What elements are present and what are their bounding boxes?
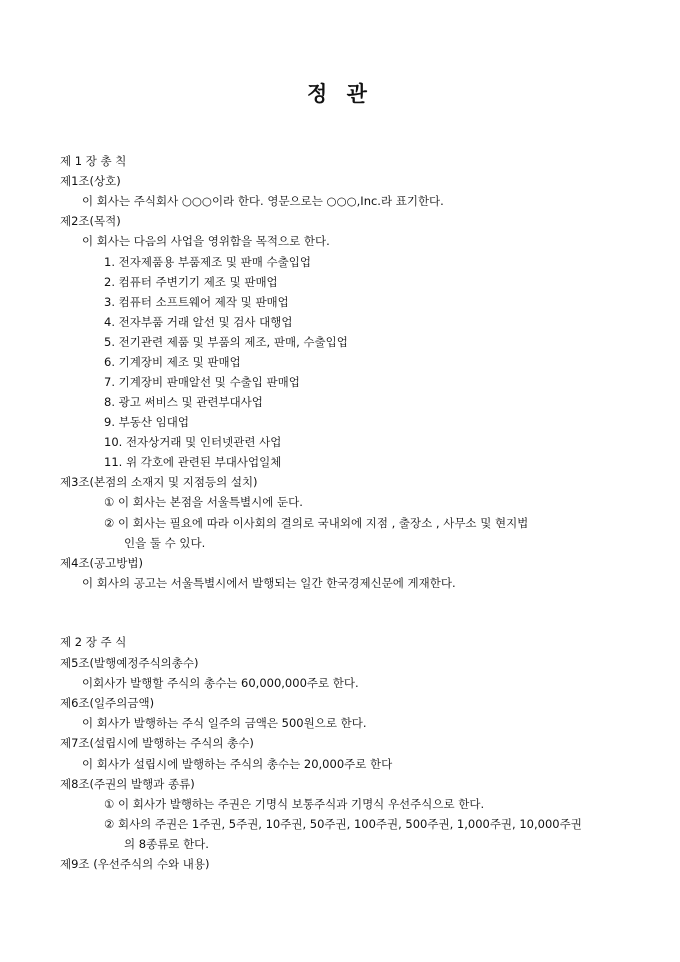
purpose-item: 7. 기계장비 판매알선 및 수출입 판매업 — [104, 375, 300, 389]
article-5-body: 이회사가 발행할 주식의 총수는 60,000,000주로 한다. — [82, 676, 359, 690]
article-4-heading: 제4조(공고방법) — [60, 556, 143, 570]
article-3-clause-2: ② 이 회사는 필요에 따라 이사회의 결의로 국내외에 지점 , 출장소 , 사무소 및 현지법 — [104, 516, 529, 530]
purpose-item: 5. 전기관련 제품 및 부품의 제조, 판매, 수출입업 — [104, 335, 348, 349]
article-3-clause-1: ① 이 회사는 본점을 서울특별시에 둔다. — [104, 495, 303, 509]
article-8-heading: 제8조(주권의 발행과 종류) — [60, 777, 195, 791]
purpose-item: 3. 컴퓨터 소프트웨어 제작 및 판매업 — [104, 295, 289, 309]
article-1-heading: 제1조(상호) — [60, 174, 121, 188]
purpose-item: 6. 기계장비 제조 및 판매업 — [104, 355, 241, 369]
chapter-1-heading: 제 1 장 총 칙 — [60, 154, 127, 168]
article-7-heading: 제7조(설립시에 발행하는 주식의 총수) — [60, 736, 254, 750]
article-3-clause-2-continued: 인을 둘 수 있다. — [124, 536, 206, 550]
article-5-heading: 제5조(발행예정주식의총수) — [60, 656, 199, 670]
purpose-item: 4. 전자부품 거래 알선 및 검사 대행업 — [104, 315, 293, 329]
chapter-2-heading: 제 2 장 주 식 — [60, 635, 127, 649]
article-1-body: 이 회사는 주식회사 ○○○이라 한다. 영문으로는 ○○○,Inc.라 표기한다. — [82, 194, 444, 208]
article-6-heading: 제6조(일주의금액) — [60, 696, 155, 710]
purpose-item: 10. 전자상거래 및 인터넷관련 사업 — [104, 435, 282, 449]
article-8-clause-1: ① 이 회사가 발행하는 주권은 기명식 보통주식과 기명식 우선주식으로 한다. — [104, 797, 485, 811]
purpose-item: 11. 위 각호에 관련된 부대사업일체 — [104, 455, 282, 469]
article-4-body: 이 회사의 공고는 서울특별시에서 발행되는 일간 한국경제신문에 게재한다. — [82, 576, 456, 590]
purpose-item: 2. 컴퓨터 주변기기 제조 및 판매업 — [104, 275, 278, 289]
article-3-heading: 제3조(본점의 소재지 및 지점등의 설치) — [60, 475, 258, 489]
article-2-body: 이 회사는 다음의 사업을 영위함을 목적으로 한다. — [82, 234, 330, 248]
article-8-clause-2-continued: 의 8종류로 한다. — [124, 837, 209, 851]
document-title: 정 관 — [307, 81, 373, 106]
purpose-item: 1. 전자제품용 부품제조 및 판매 수출입업 — [104, 255, 311, 269]
purpose-item: 9. 부동산 임대업 — [104, 415, 189, 429]
article-6-body: 이 회사가 발행하는 주식 일주의 금액은 500원으로 한다. — [82, 716, 367, 730]
purpose-item: 8. 광고 써비스 및 관련부대사업 — [104, 395, 263, 409]
article-2-heading: 제2조(목적) — [60, 214, 121, 228]
article-9-heading: 제9조 (우선주식의 수와 내용) — [60, 857, 210, 871]
article-8-clause-2: ② 회사의 주권은 1주권, 5주권, 10주권, 50주권, 100주권, 500주권, 1,000주권, 10,000주권 — [104, 817, 582, 831]
article-7-body: 이 회사가 설립시에 발행하는 주식의 총수는 20,000주로 한다 — [82, 757, 393, 771]
